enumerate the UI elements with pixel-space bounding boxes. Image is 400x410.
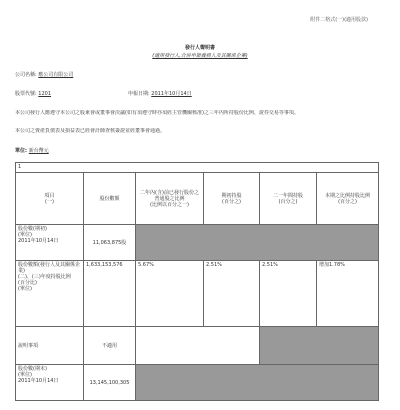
stock-code-line	[15, 91, 51, 97]
header-item: 項目 (一)	[16, 173, 84, 225]
stock-code-value: 1201	[38, 91, 52, 97]
row-4-shaded	[136, 365, 379, 401]
document-subtitle: (適用發行人,合併申報義務人及其關係企業)	[152, 53, 248, 59]
row-3-item: 說明事項	[16, 327, 84, 365]
unit-line	[15, 148, 49, 154]
row-2-ratio: 5.67%	[136, 261, 204, 327]
stock-code-label: 股票代號:	[15, 91, 37, 97]
report-date-value: 2011年10月14日	[151, 91, 192, 97]
company-line	[15, 72, 73, 78]
company-name: 應公司有限公司	[38, 72, 74, 78]
header-period: 二一年間持股 (百分之)	[260, 173, 317, 225]
header-ratio: 二年內(含)前已發行股份之普通股之比例 (比例以百分之一)	[136, 173, 204, 225]
document-title: 發行人聲明書	[184, 45, 215, 51]
table-row	[16, 261, 379, 327]
report-date-line	[128, 91, 192, 97]
table-row	[16, 225, 379, 261]
report-date-label: 申報日期:	[128, 91, 150, 97]
row-1-shaded	[136, 225, 379, 261]
row-2-period: 2.51%	[260, 261, 317, 327]
row-1-amount: 11,063,875股	[84, 225, 136, 261]
row-3-amount: 不適用	[84, 327, 136, 365]
row-2-item: 股份數額(發行人及其關係企業) (二)、(三)年度持股比例 (百分比) (單位)	[16, 261, 84, 327]
table-header-row	[16, 173, 379, 225]
document-number: 附件二格式(一)(適用股款)	[310, 17, 368, 23]
table-row	[16, 365, 379, 401]
table-corner-cell: 1	[16, 163, 379, 173]
header-opening: 期初持股 (百分之)	[204, 173, 260, 225]
unit-label: 單位:	[15, 148, 27, 154]
header-amount: 股份數額	[84, 173, 136, 225]
statement-1: 本公司發行人應遵守本公司之股東會或董事會決議(如有須遵守時亦須經主管機關核准)之三年內所持股份比例、證券交易等事項。	[15, 110, 299, 116]
header-current: 本期之比例持股比例 (百分之)	[317, 173, 379, 225]
declaration-table	[15, 162, 379, 401]
row-2-current: 增加1.78%	[317, 261, 379, 327]
company-label: 公司名稱:	[15, 72, 37, 78]
row-4-item: 股份數(期末) (單位) 2011年10月14日	[16, 365, 84, 401]
row-1-item: 股份數(期初) (單位) 2011年10月14日	[16, 225, 84, 261]
row-4-amount: 13,145,100,305	[84, 365, 136, 401]
statement-2: 本公司之資產負債表及損益表已經會計師查核簽證並經董事會通過。	[15, 128, 166, 134]
row-3-blank	[136, 327, 260, 365]
table-row	[16, 327, 379, 365]
unit-value: 新台幣元	[28, 148, 49, 154]
row-2-opening: 2.51%	[204, 261, 260, 327]
row-3-shaded	[260, 327, 379, 365]
row-2-amount: 1,633,153,576	[84, 261, 136, 327]
